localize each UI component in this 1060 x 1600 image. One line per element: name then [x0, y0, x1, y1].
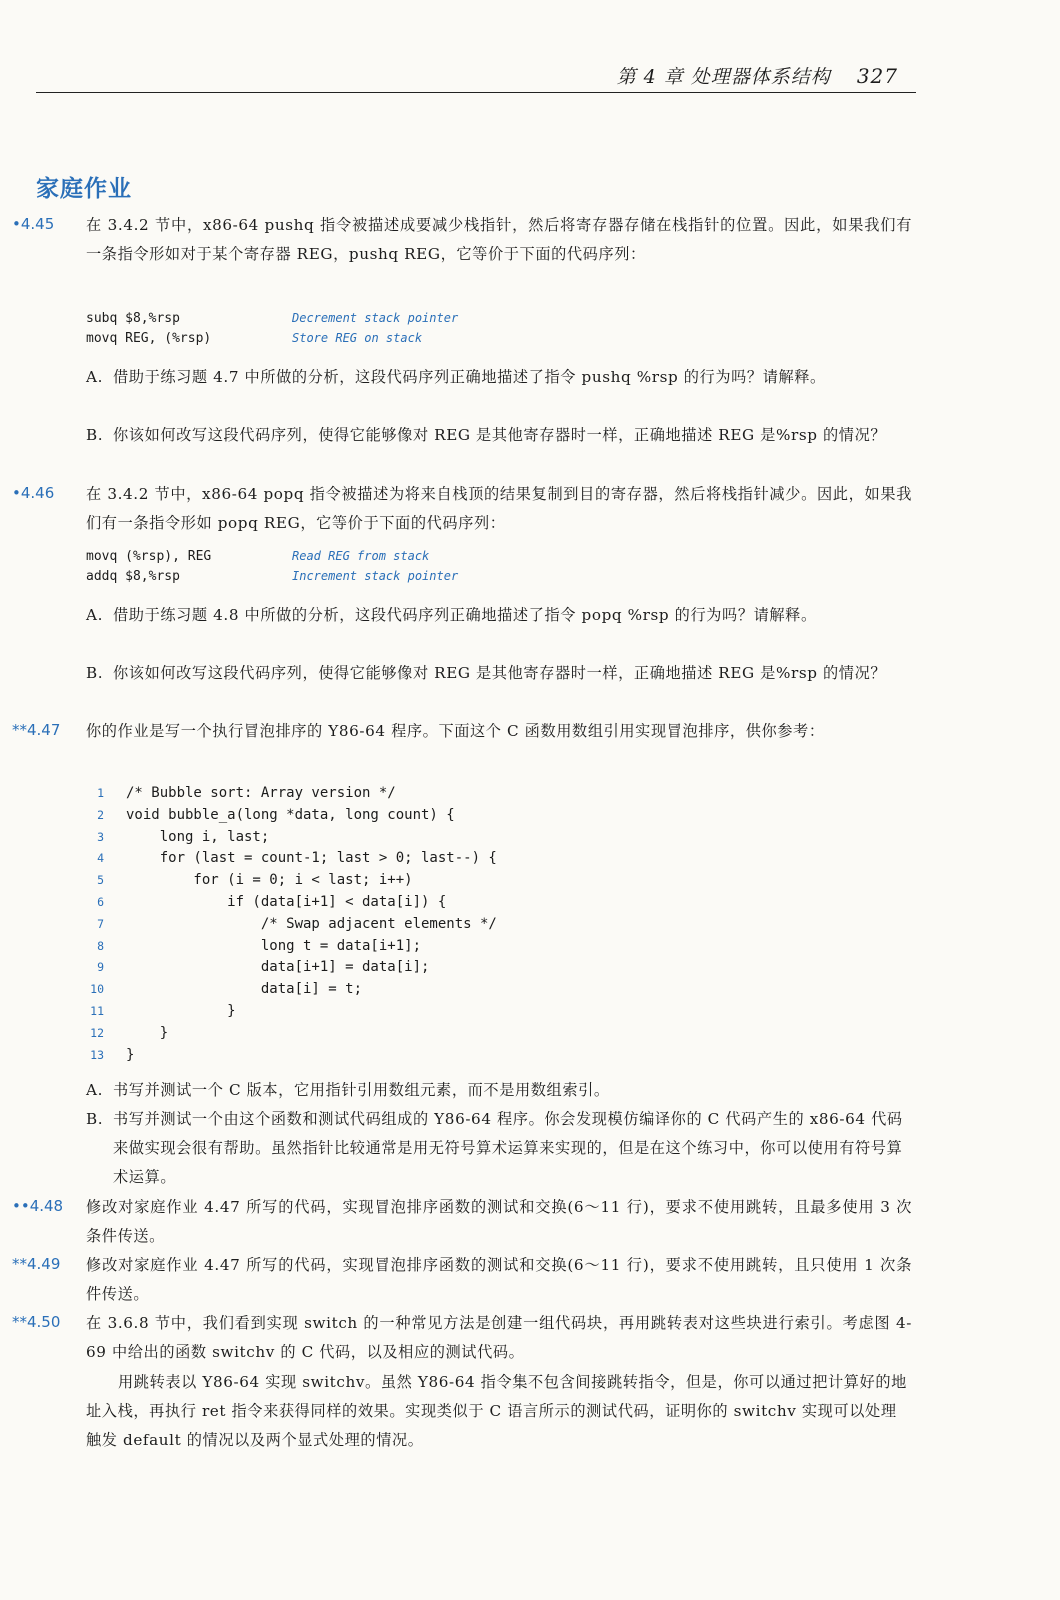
- exercise-4-47-intro: 你的作业是写一个执行冒泡排序的 Y86-64 程序。下面这个 C 函数用数组引用实现冒泡排序，供你参考：: [86, 722, 825, 740]
- code-instruction: movq (%rsp), REG: [86, 549, 212, 564]
- code-line: [86, 957, 646, 979]
- exercise-number-4-45: •4.45: [12, 215, 55, 233]
- running-head-text: [617, 62, 898, 89]
- exercise-4-50-text: 在 3.6.8 节中，我们看到实现 switch 的一种常见方法是创建一组代码块，再用跳转表对这些块进行索引。考虑图 4-69 中给出的函数 switchv 的 C 代码，以及相应的测试代码。: [86, 1314, 912, 1361]
- exercise-4-49-text: 修改对家庭作业 4.47 所写的代码，实现冒泡排序函数的测试和交换(6～11 行)，要求不使用跳转，且只使用 1 次条件传送。: [86, 1256, 912, 1303]
- code-text: /* Swap adjacent elements */: [126, 915, 497, 932]
- exercise-4-48-text: 修改对家庭作业 4.47 所写的代码，实现冒泡排序函数的测试和交换(6～11 行)，要求不使用跳转，且最多使用 3 次条件传送。: [86, 1198, 912, 1245]
- code-line: [86, 328, 458, 348]
- exercise-number-4-46: •4.46: [12, 484, 55, 502]
- exercise-4-47-code: [86, 783, 646, 1066]
- line-number: 3: [97, 829, 104, 844]
- exercise-4-46-part-b: [86, 659, 912, 688]
- code-line: [86, 1001, 646, 1023]
- exercise-number-4-49: **4.49: [12, 1255, 61, 1273]
- line-number: 6: [97, 894, 104, 909]
- code-text: }: [126, 1024, 169, 1041]
- running-head: [36, 60, 916, 93]
- code-comment: Read REG from stack: [292, 549, 430, 563]
- code-text: long i, last;: [126, 828, 270, 845]
- code-text: data[i] = t;: [126, 981, 363, 998]
- code-text: if (data[i+1] < data[i]) {: [126, 893, 447, 910]
- part-label: B.: [86, 1110, 104, 1128]
- code-text: void bubble_a(long *data, long count) {: [126, 806, 455, 823]
- part-text: 书写并测试一个 C 版本，它用指针引用数组元素，而不是用数组索引。: [113, 1081, 610, 1099]
- code-text: data[i+1] = data[i];: [126, 959, 430, 976]
- code-line: [86, 892, 646, 914]
- code-line: [86, 805, 646, 827]
- code-line: [86, 827, 646, 849]
- line-number: 11: [90, 1003, 104, 1018]
- section-title: 家庭作业: [36, 176, 132, 202]
- part-label: A.: [86, 1081, 103, 1099]
- exercise-number-4-50: **4.50: [12, 1313, 61, 1331]
- code-instruction: subq $8,%rsp: [86, 311, 180, 326]
- code-text: }: [126, 1002, 236, 1019]
- part-label: B.: [86, 664, 104, 682]
- code-line: [86, 1045, 646, 1067]
- exercise-4-46-intro: 在 3.4.2 节中，x86-64 popq 指令被描述为将来自栈顶的结果复制到目的寄存器，然后将栈指针减少。因此，如果我们有一条指令形如 popq REG，它等价于下面的代码序列：: [86, 485, 912, 532]
- chapter-title: 第 4 章 处理器体系结构: [616, 66, 831, 88]
- exercise-4-46-code: [86, 546, 458, 586]
- line-number: 13: [90, 1047, 104, 1062]
- part-text: 书写并测试一个由这个函数和测试代码组成的 Y86-64 程序。你会发现模仿编译你的 C 代码产生的 x86-64 代码来做实现会很有帮助。虽然指针比较通常是用无符号算术运算来实现的，但是在这个练习中，你可以使用有符号算术运算。: [113, 1110, 903, 1186]
- line-number: 9: [97, 960, 104, 975]
- line-number: 8: [97, 938, 104, 953]
- line-number: 12: [90, 1025, 104, 1040]
- code-comment: Decrement stack pointer: [292, 311, 459, 325]
- exercise-number-4-48: ••4.48: [12, 1197, 64, 1215]
- code-text: for (i = 0; i < last; i++): [126, 872, 413, 889]
- code-instruction: movq REG, (%rsp): [86, 331, 212, 346]
- line-number: 2: [97, 807, 104, 822]
- line-number: 10: [90, 982, 104, 997]
- code-text: for (last = count-1; last > 0; last--) {: [126, 850, 497, 867]
- part-label: A.: [86, 606, 103, 624]
- exercise-number-4-47: **4.47: [12, 721, 61, 739]
- code-line: [86, 1023, 646, 1045]
- code-text: /* Bubble sort: Array version */: [126, 785, 396, 801]
- exercise-4-45-intro: 在 3.4.2 节中，x86-64 pushq 指令被描述成要减少栈指针，然后将寄存器存储在栈指针的位置。因此，如果我们有一条指令形如对于某个寄存器 REG，pushq REG，它等价于下面的代码序列：: [86, 216, 912, 263]
- exercise-4-47-part-b: [86, 1105, 912, 1192]
- part-text: 你该如何改写这段代码序列，使得它能够像对 REG 是其他寄存器时一样，正确地描述 REG 是%rsp 的情况？: [113, 426, 887, 444]
- exercise-4-46-part-a: [86, 601, 912, 630]
- part-label: A.: [86, 368, 103, 386]
- line-number: 4: [97, 851, 104, 866]
- exercise-4-50-paragraph: 用跳转表以 Y86-64 实现 switchv。虽然 Y86-64 指令集不包含间接跳转指令，但是，你可以通过把计算好的地址入栈，再执行 ret 指令来获得同样的效果。实现类似于 C 语言所示的测试代码，证明你的 switchv 实现可以处理触发 default 的情况以及两个显式处理的情况。: [86, 1373, 907, 1449]
- page-number: 327: [856, 64, 898, 88]
- code-line: [86, 936, 646, 958]
- line-number: 1: [97, 786, 104, 800]
- part-label: B.: [86, 426, 104, 444]
- code-text: }: [126, 1046, 135, 1063]
- part-text: 借助于练习题 4.7 中所做的分析，这段代码序列正确地描述了指令 pushq %rsp 的行为吗？请解释。: [113, 368, 826, 386]
- exercise-4-45-part-b: [86, 421, 912, 450]
- exercise-4-47-part-a: [86, 1076, 912, 1105]
- part-text: 借助于练习题 4.8 中所做的分析，这段代码序列正确地描述了指令 popq %rsp 的行为吗？请解释。: [113, 606, 817, 624]
- exercise-4-45-part-a: [86, 363, 912, 392]
- code-line: [86, 546, 458, 566]
- code-line: [86, 783, 646, 805]
- code-comment: Store REG on stack: [292, 331, 423, 345]
- code-line: [86, 566, 458, 586]
- code-line: [86, 979, 646, 1001]
- part-text: 你该如何改写这段代码序列，使得它能够像对 REG 是其他寄存器时一样，正确地描述 REG 是%rsp 的情况？: [113, 664, 887, 682]
- code-line: [86, 848, 646, 870]
- exercise-4-45-code: [86, 308, 458, 348]
- code-line: [86, 870, 646, 892]
- code-line: [86, 308, 458, 328]
- code-instruction: addq $8,%rsp: [86, 569, 180, 584]
- line-number: 5: [97, 873, 104, 888]
- code-text: long t = data[i+1];: [126, 937, 422, 954]
- line-number: 7: [97, 916, 104, 931]
- code-comment: Increment stack pointer: [292, 569, 459, 583]
- code-line: [86, 914, 646, 936]
